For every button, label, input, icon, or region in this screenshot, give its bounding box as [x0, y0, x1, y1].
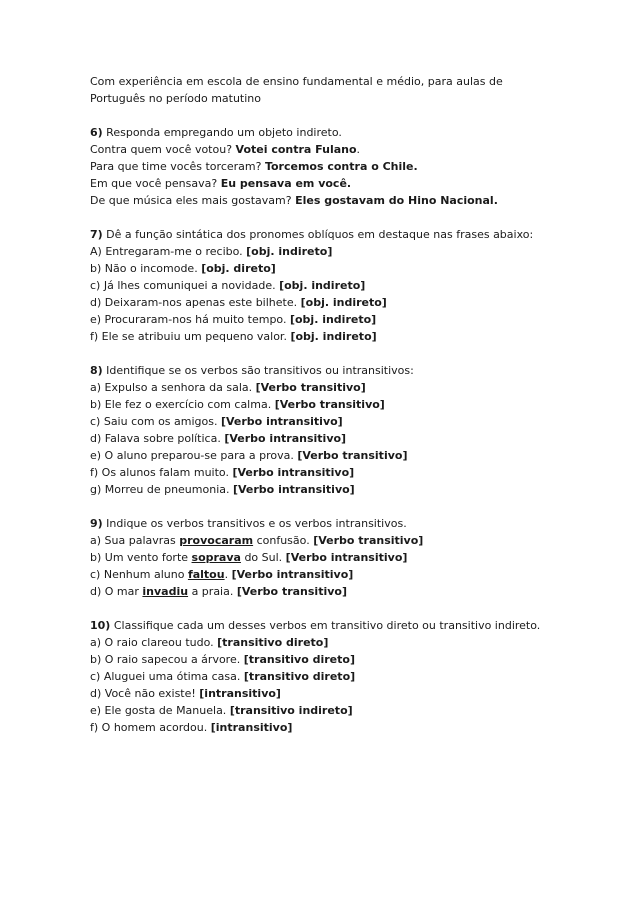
q7-item-answer: [obj. indireto] — [290, 330, 377, 343]
q9-item-pre: d) O mar — [90, 585, 143, 598]
q8-item-answer: [Verbo intransitivo] — [224, 432, 347, 445]
q8-number: 8) — [90, 364, 103, 377]
q6-item-question: Em que você pensava? — [90, 177, 221, 190]
q10-item — [90, 685, 610, 702]
q9-item-post: a praia. — [188, 585, 237, 598]
q9-item — [90, 549, 610, 566]
q6-item-answer: Eles gostavam do Hino Nacional. — [295, 194, 498, 207]
q8-item — [90, 396, 610, 413]
q8-item-answer: [Verbo intransitivo] — [220, 415, 343, 428]
q6-item-answer: Votei contra Fulano — [235, 143, 357, 156]
document-page — [90, 73, 610, 736]
q8-item-answer: [Verbo transitivo] — [255, 381, 366, 394]
q6-item-question: De que música eles mais gostavam? — [90, 194, 296, 207]
spacer — [90, 107, 610, 124]
q10-item-question: a) O raio clareou tudo. — [90, 636, 218, 649]
q6-item-tail: . — [356, 143, 361, 156]
q10-item-answer: [transitivo direto] — [217, 636, 329, 649]
q10-number: 10) — [90, 619, 111, 632]
q7-item-question: f) Ele se atribuiu um pequeno valor. — [90, 330, 291, 343]
q8-item-question: g) Morreu de pneumonia. — [90, 483, 233, 496]
q10-item-question: e) Ele gosta de Manuela. — [90, 704, 230, 717]
q7-item-question: b) Não o incomode. — [90, 262, 202, 275]
q7-prompt — [90, 226, 610, 243]
q6-number: 6) — [90, 126, 103, 139]
q7-item — [90, 294, 610, 311]
q7-prompt-text: Dê a função sintática dos pronomes oblíquos em destaque nas frases abaixo: — [102, 228, 534, 241]
q9-item-answer: [Verbo intransitivo] — [285, 551, 408, 564]
q9-item-pre: c) Nenhum aluno — [90, 568, 188, 581]
q9-item-verb: invadiu — [142, 585, 189, 598]
q10-item-question: f) O homem acordou. — [90, 721, 211, 734]
q10-item — [90, 702, 610, 719]
q7-item — [90, 277, 610, 294]
q6-item — [90, 192, 610, 209]
q9-item-verb: provocaram — [179, 534, 254, 547]
q6-item-question: Para que time vocês torceram? — [90, 160, 265, 173]
q10-item-question: d) Você não existe! — [90, 687, 200, 700]
q6-item-question: Contra quem você votou? — [90, 143, 236, 156]
q10-item-question: b) O raio sapecou a árvore. — [90, 653, 244, 666]
q8-item — [90, 379, 610, 396]
q6-item — [90, 141, 610, 158]
q9-item-answer: [Verbo transitivo] — [236, 585, 347, 598]
q9-item — [90, 532, 610, 549]
q9-item — [90, 583, 610, 600]
q8-item-question: e) O aluno preparou-se para a prova. — [90, 449, 298, 462]
q7-item — [90, 328, 610, 345]
q7-item — [90, 311, 610, 328]
q10-item-question: c) Aluguei uma ótima casa. — [90, 670, 244, 683]
q7-item — [90, 243, 610, 260]
q7-number: 7) — [90, 228, 103, 241]
q9-number: 9) — [90, 517, 103, 530]
q6-item-answer: Torcemos contra o Chile. — [264, 160, 418, 173]
spacer — [90, 600, 610, 617]
q10-item — [90, 634, 610, 651]
q7-item-question: e) Procuraram-nos há muito tempo. — [90, 313, 290, 326]
q6-prompt-text: Responda empregando um objeto indireto. — [102, 126, 342, 139]
q10-item-answer: [transitivo direto] — [243, 670, 356, 683]
q8-item-question: b) Ele fez o exercício com calma. — [90, 398, 275, 411]
q7-item-question: c) Já lhes comuniquei a novidade. — [90, 279, 280, 292]
spacer — [90, 345, 610, 362]
q9-item-verb: faltou — [187, 568, 225, 581]
spacer — [90, 209, 610, 226]
q9-prompt — [90, 515, 610, 532]
q8-item-question: a) Expulso a senhora da sala. — [90, 381, 256, 394]
q9-item-pre: b) Um vento forte — [90, 551, 192, 564]
q10-item — [90, 651, 610, 668]
q9-item-answer: [Verbo transitivo] — [313, 534, 424, 547]
q7-item-answer: [obj. indireto] — [300, 296, 387, 309]
q9-item-verb: soprava — [191, 551, 241, 564]
q10-prompt-text: Classifique cada um desses verbos em transitivo direto ou transitivo indireto. — [110, 619, 541, 632]
q10-item — [90, 668, 610, 685]
q7-item — [90, 260, 610, 277]
q10-prompt — [90, 617, 610, 634]
q6-prompt — [90, 124, 610, 141]
q6-item-answer: Eu pensava em você. — [220, 177, 352, 190]
q7-item-answer: [obj. indireto] — [279, 279, 366, 292]
q8-item-answer: [Verbo transitivo] — [274, 398, 385, 411]
q9-item-answer: [Verbo intransitivo] — [231, 568, 354, 581]
q8-prompt-text: Identifique se os verbos são transitivos ou intransitivos: — [102, 364, 414, 377]
q7-item-question: A) Entregaram-me o recibo. — [90, 245, 247, 258]
q6-item — [90, 158, 610, 175]
q7-item-question: d) Deixaram-nos apenas este bilhete. — [90, 296, 301, 309]
q8-item-question: c) Saiu com os amigos. — [90, 415, 221, 428]
q8-item — [90, 447, 610, 464]
q8-item-answer: [Verbo transitivo] — [297, 449, 408, 462]
q8-item — [90, 464, 610, 481]
q10-item-answer: [transitivo indireto] — [229, 704, 353, 717]
q8-item-question: f) Os alunos falam muito. — [90, 466, 233, 479]
intro-line-2: Português no período matutino — [90, 92, 262, 105]
q9-item-pre: a) Sua palavras — [90, 534, 180, 547]
q8-item — [90, 481, 610, 498]
q9-item-post: . — [224, 568, 232, 581]
q7-item-answer: [obj. indireto] — [246, 245, 333, 258]
q8-item-answer: [Verbo intransitivo] — [232, 466, 355, 479]
spacer — [90, 498, 610, 515]
q8-item — [90, 430, 610, 447]
q10-item-answer: [intransitivo] — [199, 687, 281, 700]
intro-line-1: Com experiência em escola de ensino fundamental e médio, para aulas de — [90, 75, 503, 88]
q10-item-answer: [transitivo direto] — [243, 653, 355, 666]
q10-item — [90, 719, 610, 736]
q8-item-question: d) Falava sobre política. — [90, 432, 225, 445]
q8-prompt — [90, 362, 610, 379]
q7-item-answer: [obj. indireto] — [289, 313, 377, 326]
q7-item-answer: [obj. direto] — [201, 262, 276, 275]
q9-prompt-text: Indique os verbos transitivos e os verbos intransitivos. — [102, 517, 407, 530]
q8-item — [90, 413, 610, 430]
q9-item-post: do Sul. — [240, 551, 286, 564]
q6-item — [90, 175, 610, 192]
q10-item-answer: [intransitivo] — [210, 721, 293, 734]
q9-item — [90, 566, 610, 583]
q9-item-post: confusão. — [253, 534, 314, 547]
q8-item-answer: [Verbo intransitivo] — [232, 483, 355, 496]
